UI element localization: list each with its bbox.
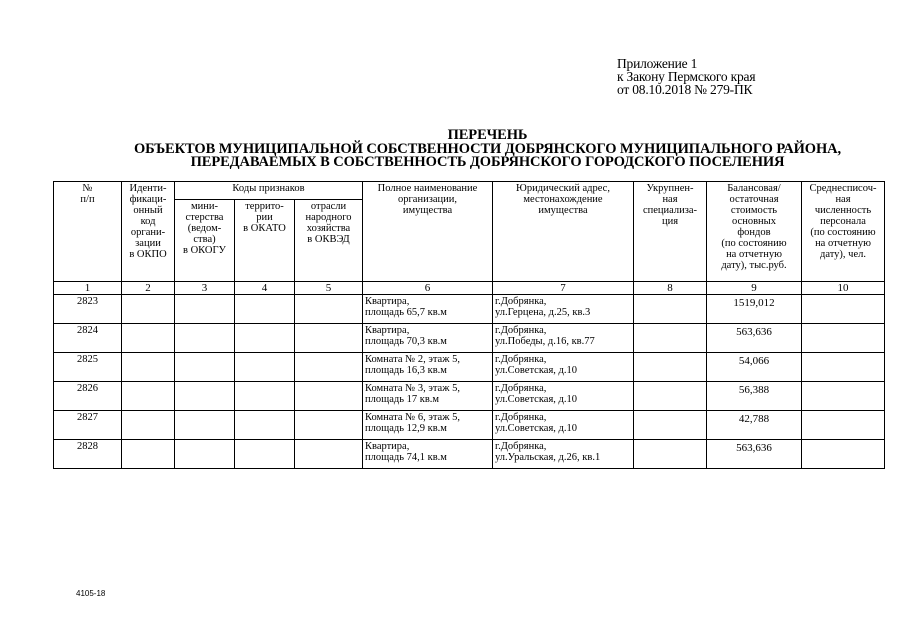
cell-okato (235, 324, 295, 353)
cell-name-line: площадь 17 кв.м (365, 394, 440, 405)
header-line: организации, (398, 194, 457, 205)
cell-address-line: г.Добрянка, (495, 383, 547, 394)
header-line: ная (835, 194, 851, 205)
cell-address-line: г.Добрянка, (495, 325, 547, 336)
cell-okved (295, 382, 363, 411)
header-line: Среднесписоч- (809, 183, 877, 194)
column-number: 5 (295, 282, 363, 295)
cell-okpo (122, 295, 175, 324)
header-line: численность (814, 205, 872, 216)
cell-okato (235, 411, 295, 440)
header-line: местонахождение (523, 194, 603, 205)
header-line: органи- (130, 227, 166, 238)
cell-staff (802, 411, 885, 440)
header-line: ная (662, 194, 678, 205)
cell-specialization (634, 440, 707, 469)
table-row (54, 324, 885, 353)
column-number: 8 (634, 282, 707, 295)
table-row (54, 353, 885, 382)
cell-address-line: ул.Победы, д.16, кв.77 (495, 336, 595, 347)
table-row (54, 382, 885, 411)
cell-balance: 56,388 (707, 382, 802, 411)
cell-okpo (122, 382, 175, 411)
cell-name (363, 353, 493, 382)
cell-specialization (634, 353, 707, 382)
cell-address-line: ул.Уральская, д.26, кв.1 (495, 452, 601, 463)
cell-address (493, 295, 634, 324)
cell-okogu (175, 411, 235, 440)
cell-name-line: площадь 65,7 кв.м (365, 307, 447, 318)
header-line: мини- (191, 201, 218, 212)
header-line: Балансовая/ (727, 183, 781, 194)
header-line: народного (305, 212, 352, 223)
cell-okato (235, 440, 295, 469)
header-line: код (140, 216, 156, 227)
cell-num: 2823 (54, 295, 122, 324)
header-line: Иденти- (129, 183, 167, 194)
header-name (363, 182, 493, 282)
header-line: в ОКВЭД (307, 234, 350, 245)
header-staff (802, 182, 885, 282)
cell-address (493, 440, 634, 469)
cell-name (363, 324, 493, 353)
document-title (0, 129, 905, 170)
header-num (54, 182, 122, 282)
cell-address-line: г.Добрянка, (495, 412, 547, 423)
cell-num: 2827 (54, 411, 122, 440)
header-address (493, 182, 634, 282)
header-line: террито- (245, 201, 284, 212)
header-line: ция (661, 216, 679, 227)
cell-specialization (634, 324, 707, 353)
header-codes-group: Коды признаков (175, 182, 363, 200)
header-specialization (634, 182, 707, 282)
cell-num: 2824 (54, 324, 122, 353)
cell-name-line: площадь 74,1 кв.м (365, 452, 447, 463)
header-line: фондов (737, 227, 771, 238)
cell-staff (802, 295, 885, 324)
cell-okogu (175, 295, 235, 324)
column-number: 7 (493, 282, 634, 295)
cell-address (493, 324, 634, 353)
cell-name-line: Комната № 2, этаж 5, (365, 354, 460, 365)
header-line: (ведом- (187, 223, 222, 234)
header-line: остаточная (729, 194, 779, 205)
appendix-header (617, 57, 755, 96)
header-line: имущества (402, 205, 453, 216)
header-line: Полное наименование (377, 183, 478, 194)
appendix-line-3: от 08.10.2018 № 279-ПК (617, 82, 753, 97)
cell-okato (235, 382, 295, 411)
cell-balance: 563,636 (707, 324, 802, 353)
title-line-1: ПЕРЕЧЕНЬ (447, 127, 528, 143)
header-line: в ОКОГУ (183, 245, 226, 256)
column-number: 10 (802, 282, 885, 295)
cell-okogu (175, 324, 235, 353)
cell-specialization (634, 295, 707, 324)
header-line: специализа- (642, 205, 698, 216)
cell-okpo (122, 411, 175, 440)
appendix-line-2: к Закону Пермского края (617, 69, 756, 84)
header-line: фикаци- (129, 194, 167, 205)
cell-staff (802, 353, 885, 382)
property-list-table (53, 181, 885, 469)
cell-okpo (122, 353, 175, 382)
header-line: п/п (80, 194, 95, 205)
column-number: 6 (363, 282, 493, 295)
header-line: имущества (538, 205, 588, 216)
cell-num: 2826 (54, 382, 122, 411)
cell-address-line: г.Добрянка, (495, 296, 547, 307)
table-row (54, 440, 885, 469)
column-number: 2 (122, 282, 175, 295)
header-line: (по состоянию (721, 238, 787, 249)
cell-name (363, 382, 493, 411)
header-line: онный (133, 205, 163, 216)
cell-staff (802, 440, 885, 469)
header-line: на отчетную (726, 249, 782, 260)
header-okved (295, 200, 363, 282)
cell-okpo (122, 324, 175, 353)
cell-okved (295, 353, 363, 382)
header-line: рии (256, 212, 273, 223)
cell-okved (295, 324, 363, 353)
cell-name-line: Квартира, (365, 325, 410, 336)
cell-name-line: Комната № 3, этаж 5, (365, 383, 460, 394)
cell-address-line: ул.Советская, д.10 (495, 365, 577, 376)
cell-address-line: ул.Советская, д.10 (495, 394, 577, 405)
header-okpo (122, 182, 175, 282)
cell-specialization (634, 411, 707, 440)
cell-balance: 563,636 (707, 440, 802, 469)
header-line: зации (135, 238, 161, 249)
cell-balance: 42,788 (707, 411, 802, 440)
cell-staff (802, 324, 885, 353)
cell-name-line: Квартира, (365, 441, 410, 452)
cell-okved (295, 411, 363, 440)
header-line: персонала (820, 216, 866, 227)
table-row (54, 411, 885, 440)
header-line: Укрупнен- (646, 183, 694, 194)
cell-okved (295, 440, 363, 469)
cell-balance: 1519,012 (707, 295, 802, 324)
document-code: 4105-18 (76, 589, 106, 598)
title-line-3: ПЕРЕДАВАЕМЫХ В СОБСТВЕННОСТЬ ДОБРЯНСКОГО ГОРОДСКОГО ПОСЕЛЕНИЯ (190, 154, 785, 170)
cell-address (493, 411, 634, 440)
cell-okved (295, 295, 363, 324)
cell-num: 2828 (54, 440, 122, 469)
cell-name-line: площадь 16,3 кв.м (365, 365, 447, 376)
header-line: стоимость (730, 205, 778, 216)
cell-name (363, 295, 493, 324)
cell-address (493, 353, 634, 382)
cell-okogu (175, 440, 235, 469)
cell-okato (235, 353, 295, 382)
header-okato (235, 200, 295, 282)
cell-name-line: площадь 12,9 кв.м (365, 423, 447, 434)
cell-address-line: ул.Советская, д.10 (495, 423, 577, 434)
column-number: 3 (175, 282, 235, 295)
column-number: 1 (54, 282, 122, 295)
cell-address-line: г.Добрянка, (495, 354, 547, 365)
header-line: на отчетную (815, 238, 871, 249)
table-row (54, 295, 885, 324)
cell-address-line: г.Добрянка, (495, 441, 547, 452)
cell-okpo (122, 440, 175, 469)
cell-okogu (175, 382, 235, 411)
header-line: основных (732, 216, 776, 227)
cell-name-line: площадь 70,3 кв.м (365, 336, 447, 347)
header-line: хозяйства (306, 223, 351, 234)
appendix-line-1: Приложение 1 (617, 56, 698, 71)
header-line: в ОКПО (129, 249, 167, 260)
header-line: № (82, 183, 93, 194)
cell-num: 2825 (54, 353, 122, 382)
header-line: в ОКАТО (243, 223, 286, 234)
header-line: отрасли (310, 201, 347, 212)
cell-staff (802, 382, 885, 411)
header-line: Юридический адрес, (516, 183, 610, 194)
cell-name-line: Квартира, (365, 296, 410, 307)
header-line: (по состоянию (810, 227, 876, 238)
cell-name-line: Комната № 6, этаж 5, (365, 412, 460, 423)
cell-address-line: ул.Герцена, д.25, кв.3 (495, 307, 591, 318)
header-balance (707, 182, 802, 282)
cell-okato (235, 295, 295, 324)
cell-name (363, 440, 493, 469)
cell-specialization (634, 382, 707, 411)
header-line: ства) (193, 234, 216, 245)
header-line: дату), чел. (820, 249, 866, 260)
column-number: 4 (235, 282, 295, 295)
title-line-2: ОБЪЕКТОВ МУНИЦИПАЛЬНОЙ СОБСТВЕННОСТИ ДОБРЯНСКОГО МУНИЦИПАЛЬНОГО РАЙОНА, (133, 140, 842, 157)
cell-name (363, 411, 493, 440)
header-okogu (175, 200, 235, 282)
header-line: дату), тыс.руб. (721, 260, 787, 271)
cell-address (493, 382, 634, 411)
cell-balance: 54,066 (707, 353, 802, 382)
column-number-row (54, 282, 885, 295)
cell-okogu (175, 353, 235, 382)
header-line: стерства (185, 212, 224, 223)
column-number: 9 (707, 282, 802, 295)
property-list-table-container (53, 181, 885, 469)
